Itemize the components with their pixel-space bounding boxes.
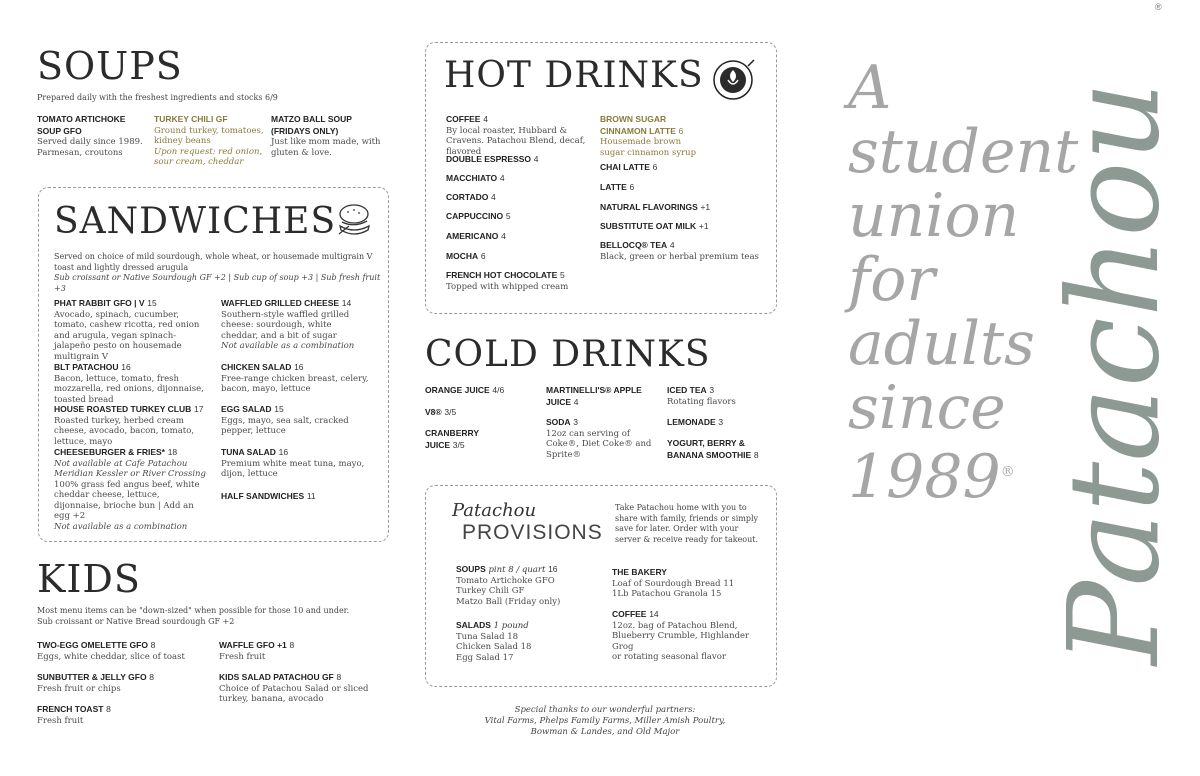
item-unit: 1 pound xyxy=(493,621,529,631)
hot-drinks-title: HOT DRINKS xyxy=(444,55,704,96)
item-line: Tomato Artichoke GFO xyxy=(456,575,555,586)
menu-item xyxy=(600,240,760,262)
menu-item xyxy=(546,385,656,408)
menu-item xyxy=(446,211,591,223)
item-line: Chicken Salad 18 xyxy=(456,642,532,652)
menu-item xyxy=(54,447,209,532)
menu-item xyxy=(446,192,591,204)
provisions-intro: Take Patachou home with you to share with family, friends or simply save for later. Order with your server & receive ready for takeout. xyxy=(615,503,759,544)
item-name: MACCHIATO xyxy=(446,173,498,183)
menu-item xyxy=(54,298,209,362)
item-name: SODA xyxy=(546,417,571,427)
item-desc: By local roaster, Hubbard & Cravens. Patachou Blend, decaf, flavored xyxy=(446,125,586,157)
item-name: MARTINELLI'S® APPLE JUICE xyxy=(546,385,642,407)
menu-item xyxy=(546,417,656,460)
item-desc: Ground turkey, tomatoes, kidney beans xyxy=(154,125,264,146)
item-name: CRANBERRY JUICE xyxy=(425,428,479,450)
item-name: COFFEE xyxy=(446,114,481,124)
item-price: 3/5 xyxy=(444,407,457,417)
soups-title: SOUPS xyxy=(37,44,183,88)
item-price: 4 xyxy=(533,154,539,164)
item-desc: Fresh fruit xyxy=(219,651,266,662)
menu-item xyxy=(600,202,760,214)
menu-item xyxy=(600,162,760,174)
kids-intro: Most menu items can be "down-sized" when possible for those 10 and under. xyxy=(37,606,350,615)
item-name: THE BAKERY xyxy=(612,567,667,577)
item-price: 4 xyxy=(499,173,505,183)
menu-item xyxy=(221,404,371,437)
item-line: Egg Salad 17 xyxy=(456,652,514,663)
item-price: 4 xyxy=(491,192,496,202)
item-line: Tuna Salad 18 xyxy=(456,631,519,642)
item-name: CORTADO xyxy=(446,192,489,202)
menu-item xyxy=(221,447,371,480)
menu-item xyxy=(425,385,535,397)
item-name: SOUPS xyxy=(456,564,486,574)
item-name: MOCHA xyxy=(446,251,479,261)
item-price: 6 xyxy=(652,162,658,172)
item-desc: Southern-style waffled grilled cheese: sourdough, white cheddar, and a bit of sugar xyxy=(221,309,350,341)
item-price: 16 xyxy=(121,362,131,372)
sandwich-icon xyxy=(334,200,374,240)
item-desc: Avocado, spinach, cucumber, tomato, cashew ricotta, red onion and arugula, vegan spinach-jalapeño pesto on housemade multigrain V xyxy=(54,309,200,362)
menu-item xyxy=(221,491,371,503)
registered-mark: ® xyxy=(1000,464,1015,480)
menu-item xyxy=(54,404,209,447)
item-name: YOGURT, BERRY & BANANA SMOOTHIE xyxy=(667,438,752,460)
tagline-word: union xyxy=(848,181,1020,251)
item-price: 5 xyxy=(505,211,511,221)
item-price: 6 xyxy=(629,182,635,192)
item-price: 6 xyxy=(480,251,486,261)
item-desc: Topped with whipped cream xyxy=(446,281,569,292)
menu-item xyxy=(667,438,772,461)
sandwiches-title: SANDWICHES xyxy=(54,201,337,242)
item-name: HOUSE ROASTED TURKEY CLUB xyxy=(54,404,192,414)
item-price: 16 xyxy=(548,564,558,574)
menu-item xyxy=(600,182,760,194)
item-price: 3 xyxy=(718,417,724,427)
item-line: Blueberry Crumble, Highlander Grog xyxy=(612,631,750,652)
cold-drinks-title: COLD DRINKS xyxy=(425,334,711,375)
tagline xyxy=(848,53,1079,512)
item-name: LEMONADE xyxy=(667,417,716,427)
menu-item xyxy=(221,362,371,395)
item-price: 8 xyxy=(149,672,155,682)
menu-item xyxy=(37,114,147,158)
item-note: Not available at Cafe Patachou Meridian Kessler or River Crossing xyxy=(54,458,206,479)
logo-text: Patachou xyxy=(1042,80,1187,665)
item-name: EGG SALAD xyxy=(221,404,272,414)
provisions-salads xyxy=(456,620,596,663)
item-name: WAFFLE GFO +1 xyxy=(219,640,287,650)
item-line: or rotating seasonal flavor xyxy=(612,652,726,662)
menu-item xyxy=(37,672,207,694)
item-desc: Rotating flavors xyxy=(667,396,736,407)
item-name: HALF SANDWICHES xyxy=(221,491,305,501)
item-name: ORANGE JUICE xyxy=(425,385,490,395)
sandwiches-intro: Served on choice of mild sourdough, whole wheat, or housemade multigrain V toast and lightly dressed arugula xyxy=(54,252,373,272)
item-price: 8 xyxy=(753,449,759,460)
menu-item xyxy=(446,251,591,263)
item-name: TUNA SALAD xyxy=(221,447,276,457)
item-desc: Choice of Patachou Salad or sliced turkey, banana, avocado xyxy=(219,683,369,704)
item-price: 3/5 xyxy=(452,439,465,450)
menu-item xyxy=(425,407,535,419)
item-name: SUBSTITUTE OAT MILK xyxy=(600,221,697,231)
item-line: 1Lb Patachou Granola 15 xyxy=(612,589,722,599)
item-line: Turkey Chili GF xyxy=(456,586,525,596)
item-line: 12oz. bag of Patachou Blend, xyxy=(612,620,738,631)
item-name: TWO-EGG OMELETTE GFO xyxy=(37,640,148,650)
tagline-word: adults xyxy=(848,309,1035,379)
sandwiches-intro-subs: Sub croissant or Native Sourdough GF +2 | Sub cup of soup +3 | Sub fresh fruit +3 xyxy=(54,273,381,293)
item-name: ICED TEA xyxy=(667,385,707,395)
item-desc: Free-range chicken breast, celery, bacon, mayo, lettuce xyxy=(221,373,369,394)
item-note: Not available as a combination xyxy=(54,521,188,532)
item-desc: Roasted turkey, herbed cream cheese, avocado, bacon, tomato, lettuce, mayo xyxy=(54,415,195,447)
item-price: 16 xyxy=(294,362,304,372)
item-desc: Fresh fruit or chips xyxy=(37,683,121,694)
provisions-script: Patachou xyxy=(452,500,537,521)
item-name: V8® xyxy=(425,407,442,417)
kids-intro-subs: Sub croissant or Native Bread sourdough GF +2 xyxy=(37,617,235,626)
tagline-word: since xyxy=(848,373,1006,443)
item-price: 4/6 xyxy=(492,385,505,395)
tagline-word: A xyxy=(848,53,892,123)
menu-item xyxy=(154,114,264,168)
item-desc: Premium white meat tuna, mayo, dijon, lettuce xyxy=(221,458,365,479)
item-price: 4 xyxy=(669,240,675,250)
tagline-word: student xyxy=(848,117,1079,187)
item-price: 17 xyxy=(193,404,204,414)
menu-item xyxy=(446,154,591,166)
item-name: CHEESEBURGER & FRIES* xyxy=(54,447,165,457)
item-price: 6 xyxy=(678,125,684,136)
item-line: Loaf of Sourdough Bread 11 xyxy=(612,578,735,589)
provisions-bakery xyxy=(612,567,767,600)
item-price: 4 xyxy=(483,114,488,124)
item-desc: 100% grass fed angus beef, white cheddar cheese, lettuce, dijonnaise, brioche bun | Add an egg +2 xyxy=(54,479,200,521)
item-desc: Eggs, white cheddar, slice of toast xyxy=(37,651,185,662)
item-desc: 12oz can serving of Coke®, Diet Coke® and Sprite® xyxy=(546,428,652,460)
item-note: Upon request: red onion, sour cream, cheddar xyxy=(154,146,263,167)
item-desc: Served daily since 1989. Parmesan, croutons xyxy=(37,137,143,158)
item-unit: pint 8 / quart xyxy=(488,565,546,575)
item-name: KIDS SALAD PATACHOU GF xyxy=(219,672,334,682)
menu-item xyxy=(446,270,596,292)
item-price: +1 xyxy=(698,221,709,231)
menu-item xyxy=(219,640,394,662)
item-price: 8 xyxy=(150,640,156,650)
item-price: 3 xyxy=(709,385,715,395)
item-price: 5 xyxy=(559,270,565,280)
item-price: 4 xyxy=(573,396,579,407)
item-price: 8 xyxy=(336,672,342,682)
item-name: FRENCH TOAST xyxy=(37,704,104,714)
item-name: FRENCH HOT CHOCOLATE xyxy=(446,270,558,280)
item-name: COFFEE xyxy=(612,609,647,619)
menu-item xyxy=(667,385,777,407)
item-price: 3 xyxy=(573,417,578,427)
item-price: 4 xyxy=(501,231,506,241)
provisions-coffee xyxy=(612,609,770,663)
partner-thanks xyxy=(460,705,750,738)
menu-item xyxy=(667,417,777,429)
item-price: 14 xyxy=(341,298,352,308)
item-desc: Black, green or herbal premium teas xyxy=(600,251,759,262)
item-name: CHICKEN SALAD xyxy=(221,362,292,372)
provisions-soups xyxy=(456,564,596,607)
thanks-line: Bowman & Landes, and Old Major xyxy=(530,727,680,737)
soups-intro: Prepared daily with the freshest ingredients and stocks 6/9 xyxy=(37,93,278,102)
item-price: 15 xyxy=(147,298,157,308)
item-name: BLT PATACHOU xyxy=(54,362,119,372)
menu-item xyxy=(37,640,207,662)
item-name: DOUBLE ESPRESSO xyxy=(446,154,532,164)
item-note: Not available as a combination xyxy=(221,341,355,351)
item-desc: Bacon, lettuce, tomato, fresh mozzarella, red onions, dijonnaise, toasted bread xyxy=(54,373,204,405)
menu-item xyxy=(271,114,381,158)
latte-art-icon xyxy=(712,58,756,102)
item-name: PHAT RABBIT GFO | V xyxy=(54,298,145,308)
item-price: 8 xyxy=(289,640,295,650)
patachou-logo xyxy=(1040,0,1200,776)
item-price: 18 xyxy=(167,447,178,457)
item-line: Matzo Ball (Friday only) xyxy=(456,596,561,607)
item-name: MATZO BALL SOUP (FRIDAYS ONLY) xyxy=(271,114,352,136)
item-name: LATTE xyxy=(600,182,627,192)
menu-item xyxy=(219,672,394,705)
item-name: WAFFLED GRILLED CHEESE xyxy=(221,298,340,308)
item-desc: Housemade brown sugar cinnamon syrup xyxy=(600,137,697,158)
item-desc: Just like mom made, with gluten & love. xyxy=(271,137,381,158)
menu-item xyxy=(446,114,591,157)
thanks-line: Vital Farms, Phelps Family Farms, Miller Amish Poultry, xyxy=(484,716,726,726)
kids-title: KIDS xyxy=(37,557,141,601)
item-price: +1 xyxy=(700,202,711,212)
tagline-word: for xyxy=(848,245,936,315)
item-price: 16 xyxy=(278,447,289,457)
menu-item xyxy=(600,221,760,233)
item-name: BROWN SUGAR CINNAMON LATTE xyxy=(600,114,676,136)
item-price: 8 xyxy=(106,704,111,714)
menu-item xyxy=(54,362,209,405)
tagline-word xyxy=(848,440,1068,512)
item-desc: Fresh fruit xyxy=(37,715,84,726)
item-price: 14 xyxy=(649,609,659,619)
item-name: CAPPUCCINO xyxy=(446,211,504,221)
item-name: BELLOCQ® TEA xyxy=(600,240,668,250)
menu-item xyxy=(446,173,591,185)
item-price: 11 xyxy=(306,491,316,501)
item-name: NATURAL FLAVORINGS xyxy=(600,202,698,212)
menu-item xyxy=(425,428,495,451)
item-price: 15 xyxy=(274,404,284,414)
menu-item xyxy=(37,704,207,726)
menu-item xyxy=(600,114,705,158)
provisions-title: PROVISIONS xyxy=(462,521,603,544)
menu-item xyxy=(446,231,591,243)
menu-item xyxy=(221,298,371,352)
item-name: SUNBUTTER & JELLY GFO xyxy=(37,672,147,682)
tagline-year: 1989 xyxy=(848,442,1001,512)
item-name: CHAI LATTE xyxy=(600,162,650,172)
registered-mark: ® xyxy=(1155,2,1162,12)
item-name: AMERICANO xyxy=(446,231,499,241)
item-name: TOMATO ARTICHOKE SOUP GFO xyxy=(37,114,126,136)
item-name: TURKEY CHILI GF xyxy=(154,114,228,124)
thanks-line: Special thanks to our wonderful partners: xyxy=(514,705,696,715)
item-name: SALADS xyxy=(456,620,491,630)
item-desc: Eggs, mayo, sea salt, cracked pepper, lettuce xyxy=(221,415,349,436)
